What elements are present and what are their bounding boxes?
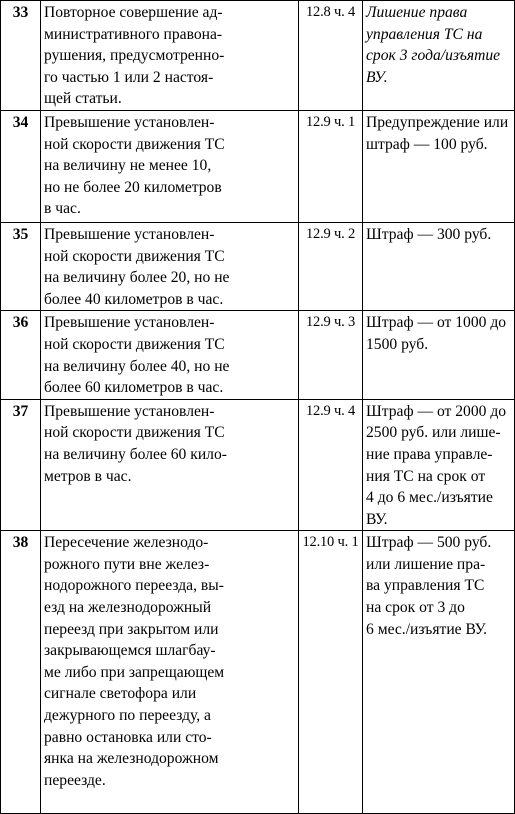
- description-line: в час.: [44, 200, 81, 218]
- description-line: ной скорости движения ТС: [44, 424, 225, 442]
- penalty-description: [363, 311, 515, 399]
- penalty-line: Штраф — 500 руб.: [366, 534, 492, 552]
- row-number: 33: [1, 1, 41, 111]
- table-row: [1, 1, 515, 111]
- description-line: на величину более 20, но не: [44, 269, 230, 287]
- penalty-line: или лишение пра-: [366, 555, 486, 573]
- description-line: ной скорости движения ТС: [44, 135, 225, 153]
- article-reference: 12.8 ч. 4: [299, 1, 363, 111]
- penalty-description: [363, 531, 515, 814]
- penalty-line: Штраф — от 1000 до: [366, 314, 507, 332]
- penalty-description: [363, 222, 515, 310]
- row-number: 34: [1, 110, 41, 222]
- description-line: ной скорости движения ТС: [44, 335, 225, 353]
- description-line: метров в час.: [44, 467, 132, 485]
- violation-description: [41, 311, 299, 399]
- penalty-line: 2500 руб. или лише-: [366, 424, 501, 442]
- description-line: Превышение установлен-: [44, 113, 215, 131]
- table-row: [1, 110, 515, 222]
- penalty-line: Штраф — от 2000 до: [366, 402, 507, 420]
- description-line: более 60 километров в час.: [44, 379, 224, 397]
- article-reference: 12.9 ч. 2: [299, 222, 363, 310]
- violation-description: [41, 531, 299, 814]
- description-line: ной скорости движения ТС: [44, 247, 225, 265]
- description-line: Повторное совершение ад-: [44, 4, 223, 21]
- violation-description: [41, 1, 299, 111]
- penalty-line: ва управления ТС: [366, 577, 485, 595]
- description-line: езд на железнодорожный: [44, 599, 212, 617]
- penalty-line: 4 до 6 мес./изъятие: [366, 489, 493, 507]
- description-line: Превышение установлен-: [44, 402, 215, 420]
- penalty-line: штраф — 100 руб.: [366, 135, 488, 153]
- penalty-line: Штраф — 300 руб.: [366, 225, 492, 243]
- description-line: Превышение установлен-: [44, 225, 215, 243]
- article-reference: 12.9 ч. 3: [299, 311, 363, 399]
- penalty-line: управления ТС на: [366, 25, 483, 43]
- table-row: [1, 311, 515, 399]
- description-line: но не более 20 километров: [44, 178, 222, 196]
- description-line: нодорожного переезда, вы-: [44, 577, 224, 595]
- description-line: рушения, предусмотренно-: [44, 47, 225, 65]
- description-line: переезд при закрытом или: [44, 620, 219, 638]
- description-line: го частью 1 или 2 настоя-: [44, 68, 214, 86]
- row-number: 36: [1, 311, 41, 399]
- description-line: рожного пути вне желез-: [44, 555, 210, 573]
- description-line: дежурного по переезду, а: [44, 707, 211, 725]
- description-line: на величину более 40, но не: [44, 357, 230, 375]
- violation-description: [41, 399, 299, 531]
- description-line: закрывающемся шлагбау-: [44, 642, 216, 660]
- penalty-line: Предупреждение или: [366, 113, 509, 131]
- penalty-line: срок 3 года/изъятие: [366, 47, 501, 65]
- penalty-description: [363, 1, 515, 111]
- table-row: [1, 531, 515, 814]
- penalty-description: [363, 399, 515, 531]
- violation-description: [41, 110, 299, 222]
- description-line: министративного правона-: [44, 25, 223, 43]
- description-line: более 40 километров в час.: [44, 290, 224, 308]
- description-line: Пересечение железнодо-: [44, 534, 209, 552]
- article-reference: 12.9 ч. 4: [299, 399, 363, 531]
- description-line: на величину более 60 кило-: [44, 445, 227, 463]
- penalty-line: ние права управле-: [366, 445, 493, 463]
- penalty-description: [363, 110, 515, 222]
- penalty-line: Лишение права: [366, 4, 468, 21]
- penalty-line: на срок от 3 до: [366, 599, 465, 617]
- row-number: 35: [1, 222, 41, 310]
- article-reference: 12.9 ч. 1: [299, 110, 363, 222]
- description-line: сигнале светофора или: [44, 685, 197, 703]
- penalty-line: 1500 руб.: [366, 335, 429, 353]
- row-number: 37: [1, 399, 41, 531]
- penalty-line: ния ТС на срок от: [366, 467, 486, 485]
- table-row: [1, 222, 515, 310]
- violation-description: [41, 222, 299, 310]
- description-line: равно остановка или сто-: [44, 728, 212, 746]
- penalty-line: 6 мес./изъятие ВУ.: [366, 620, 488, 638]
- description-line: щей статьи.: [44, 90, 122, 108]
- description-line: Превышение установлен-: [44, 314, 215, 332]
- row-number: 38: [1, 531, 41, 814]
- description-line: ме либо при запрещающем: [44, 663, 225, 681]
- penalty-line: ВУ.: [366, 68, 388, 86]
- article-reference: 12.10 ч. 1: [299, 531, 363, 814]
- description-line: янка на железнодорожном: [44, 750, 219, 768]
- description-line: на величину не менее 10,: [44, 157, 212, 175]
- table-row: [1, 399, 515, 531]
- penalty-line: ВУ.: [366, 510, 388, 528]
- description-line: переезде.: [44, 771, 106, 789]
